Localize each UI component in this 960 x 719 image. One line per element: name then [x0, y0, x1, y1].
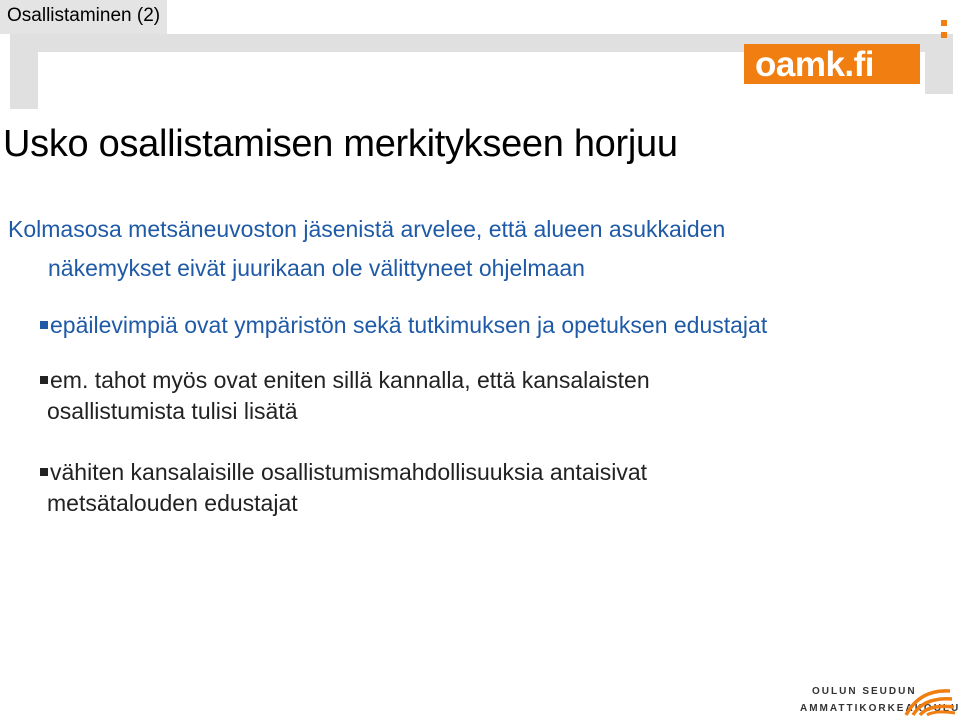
square-bullet-icon	[40, 468, 48, 476]
square-bullet-icon	[40, 376, 48, 384]
oamk-arc-logo-icon	[900, 683, 957, 717]
org-line-1: OULUN SEUDUN	[812, 686, 917, 697]
corner-square-orange	[941, 20, 947, 26]
intro-line-2: näkemykset eivät juurikaan ole välittyneet ohjelmaan	[48, 255, 585, 281]
intro-line-1: Kolmasosa metsäneuvoston jäsenistä arvelee, että alueen asukkaiden	[8, 216, 726, 242]
bullet-text: vähiten kansalaisille osallistumismahdollisuuksia antaisivat	[50, 459, 648, 485]
bullet-text-continued: metsätalouden edustajat	[47, 490, 298, 516]
section-tab: Osallistaminen (2)	[0, 0, 167, 34]
org-line-2: AMMATTIKORKEAKOULU	[800, 703, 960, 714]
header-frame-left	[10, 34, 38, 109]
bullet-item	[40, 457, 647, 519]
slide-title: Usko osallistamisen merkitykseen horjuu	[3, 123, 678, 165]
bullet-item	[40, 365, 650, 427]
corner-square-orange	[941, 32, 947, 38]
header-frame-right	[925, 34, 953, 94]
bullet-text: em. tahot myös ovat eniten sillä kannalla, että kansalaisten	[50, 367, 650, 393]
square-bullet-icon	[40, 321, 48, 329]
oamk-logo-text: oamk.fi	[755, 45, 875, 84]
bullet-text: epäilevimpiä ovat ympäristön sekä tutkimuksen ja opetuksen edustajat	[50, 312, 768, 338]
intro-paragraph	[8, 210, 725, 288]
bullet-text-continued: osallistumista tulisi lisätä	[47, 398, 298, 424]
bullet-item	[40, 310, 767, 341]
